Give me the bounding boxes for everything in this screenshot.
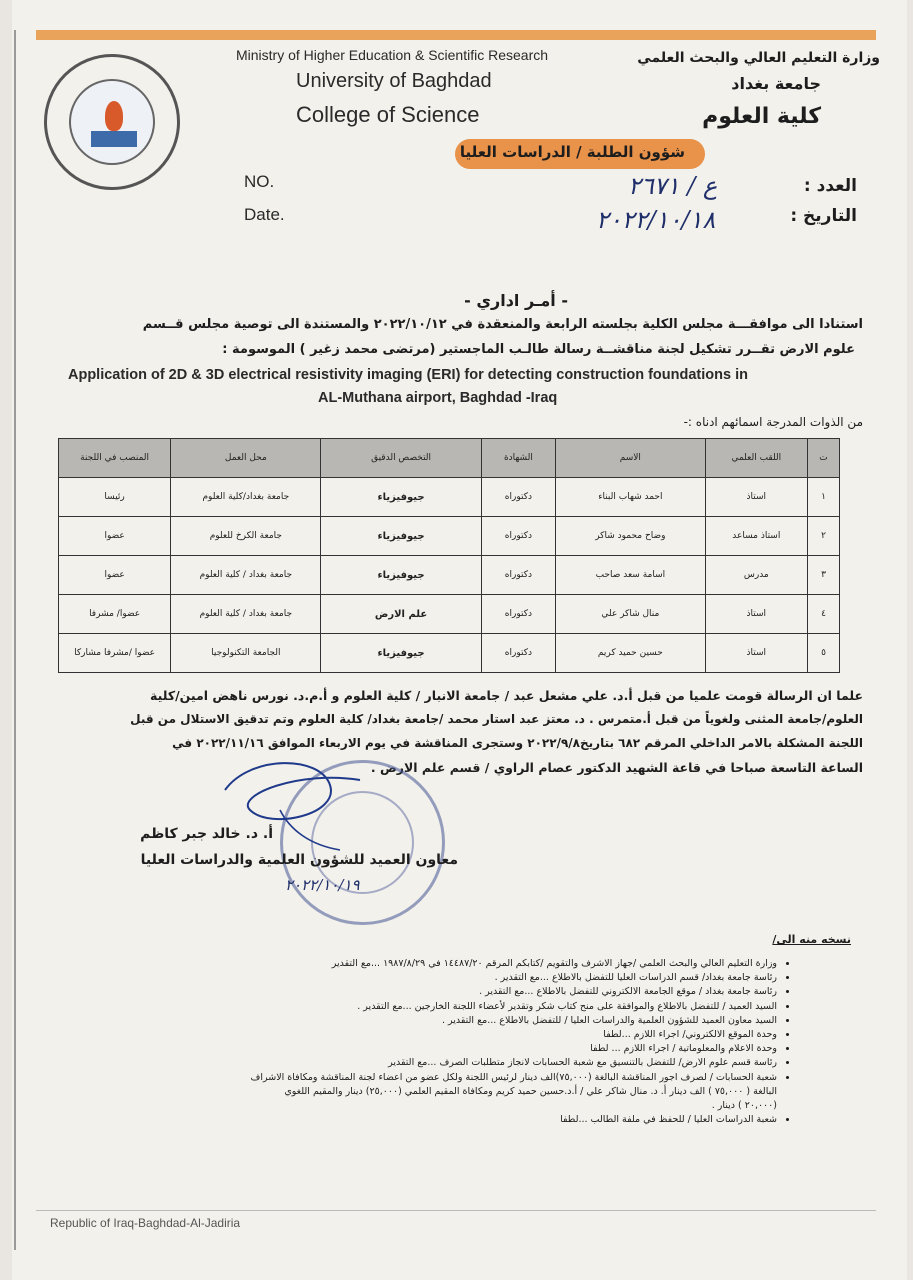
order-para-line2: علوم الارض تقــرر تشكيل لجنة مناقشــة رسالة طالـب الماجستير (مرتضى محمد زغير ) الموسومة : — [222, 342, 855, 357]
letterhead-band — [36, 30, 876, 40]
cell-workplace: جامعة بغداد / كلية العلوم — [171, 595, 321, 634]
col-header-index: ت — [808, 439, 840, 478]
cell-degree: دكتوراه — [481, 556, 556, 595]
col-header-degree: الشهادة — [481, 439, 556, 478]
flame-icon — [105, 101, 123, 131]
seal-emblem — [69, 79, 155, 165]
cell-degree: دكتوراه — [481, 634, 556, 673]
cell-rank: استاذ مساعد — [705, 517, 808, 556]
cell-name: احمد شهاب البناء — [556, 478, 705, 517]
body-line2: العلوم/جامعة المثنى ولغوياً من قبل أ.متمرس . د. معتز عبد استار محمد /جامعة بغداد/ كلية العلوم وتم تدقيق الاستلال من قبل — [130, 712, 863, 726]
list-item: • رئاسة قسم علوم الارض/ للتفضل بالتنسيق مع شعبة الحسابات لانجاز متطلبات الصرف ...مع التقدير — [87, 1056, 777, 1070]
cell-name: حسين حميد كريم — [556, 634, 705, 673]
col-header-role: المنصب في اللجنة — [59, 439, 171, 478]
university-en: University of Baghdad — [296, 70, 492, 92]
body-line4: الساعة التاسعة صباحا في قاعة الشهيد الدكتور عصام الراوي / قسم علم الارض . — [370, 760, 863, 775]
cell-rank: مدرس — [705, 556, 808, 595]
no-label: NO. — [244, 172, 275, 191]
cell-degree: دكتوراه — [481, 478, 556, 517]
list-item: • شعبة الدراسات العليا / للحفظ في ملفة الطالب ...لطفا — [87, 1113, 777, 1127]
university-seal — [44, 54, 180, 190]
ref-number: ع / ٢٦٧١ — [628, 172, 718, 200]
university-ar: جامعة بغداد — [731, 74, 821, 93]
table-row — [59, 634, 840, 673]
order-title: - أمـر اداري - — [464, 291, 568, 310]
col-header-workplace: محل العمل — [171, 439, 321, 478]
no-label-ar: العدد : — [803, 176, 857, 196]
list-item: • وحدة الموقع الالكتروني/ اجراء اللازم ...لطفا — [87, 1028, 777, 1042]
ministry-ar: وزارة التعليم العالي والبحث العلمي — [637, 50, 880, 66]
cell-index: ٥ — [808, 634, 840, 673]
cell-index: ٣ — [808, 556, 840, 595]
cell-index: ١ — [808, 478, 840, 517]
cell-rank: استاذ — [705, 595, 808, 634]
cell-workplace: الجامعة التكنولوجيا — [171, 634, 321, 673]
cell-role: عضوا /مشرفا مشاركا — [59, 634, 171, 673]
table-intro: من الذوات المدرجة اسمائهم ادناه :- — [683, 415, 863, 429]
cell-workplace: جامعة بغداد / كلية العلوم — [171, 556, 321, 595]
signatory-name: أ. د. خالد جبر كاظم — [140, 826, 273, 842]
signature-date: ٢٠٢٢/١٠/١٩ — [285, 876, 360, 894]
table-row — [59, 556, 840, 595]
list-item: البالغة ( ٧٥,٠٠٠ ) الف دينار أ. د. منال شاكر علي / أ.د.حسين حميد كريم ومكافاة المقيم العلمي (٢٥,٠٠٠) دينار والمقيم اللغوي — [284, 1085, 777, 1097]
cell-workplace: جامعة بغداد/كلية العلوم — [171, 478, 321, 517]
cell-name: اسامة سعد صاحب — [556, 556, 705, 595]
cell-role: عضوا/ مشرفا — [59, 595, 171, 634]
cell-specialty: جيوفيزياء — [321, 517, 481, 556]
list-item: • رئاسة جامعة بغداد/ قسم الدراسات العليا للتفضل بالاطلاع ...مع التقدير . — [87, 971, 777, 985]
list-item: (٢٠,٠٠٠ ) دينار . — [711, 1100, 777, 1112]
footer-address: Republic of Iraq-Baghdad-Al-Jadiria — [50, 1216, 241, 1230]
cell-role: رئيسا — [59, 478, 171, 517]
table-row — [59, 517, 840, 556]
cell-specialty: جيوفيزياء — [321, 478, 481, 517]
footer-rule — [36, 1210, 876, 1211]
cell-index: ٤ — [808, 595, 840, 634]
ref-date: ٢٠٢٢/١٠/١٨ — [596, 206, 716, 234]
ministry-en: Ministry of Higher Education & Scientific Research — [236, 47, 549, 63]
table-header-row — [59, 439, 840, 478]
department-banner — [455, 139, 705, 169]
copies-heading: نسخه منه الى/ — [772, 933, 851, 946]
cell-specialty: جيوفيزياء — [321, 556, 481, 595]
cell-rank: استاذ — [705, 634, 808, 673]
body-line1: علما ان الرسالة قومت علميا من قبل أ.د. علي مشعل عبد / جامعة الانبار / كلية العلوم و أ.م.د. نورس ناهض امين/كلية — [150, 688, 863, 703]
list-item: • وزارة التعليم العالي والبحث العلمي /جهاز الاشرف والتقويم /كتابكم المرقم ١٤٤٨٧/٢٠ في ١٩٨٧/٨/٢٩ ...مع التقدير — [87, 957, 777, 971]
table-row — [59, 595, 840, 634]
list-item: • السيد معاون العميد للشؤون العلمية والدراسات العليا / للتفضل بالاطلاع ...مع التقدير . — [87, 1014, 777, 1028]
cell-degree: دكتوراه — [481, 517, 556, 556]
thesis-title-line2: AL-Muthana airport, Baghdad -Iraq — [318, 390, 558, 406]
thesis-title-line1: Application of 2D & 3D electrical resistivity imaging (ERI) for detecting construction foundations in — [68, 367, 748, 383]
cell-role: عضوا — [59, 517, 171, 556]
date-label: Date. — [244, 205, 285, 224]
table-row — [59, 478, 840, 517]
signature-scribble — [210, 750, 380, 860]
list-item: • السيد العميد / للتفضل بالاطلاع والموافقة على منح كتاب شكر وتقدير لأعضاء اللجنة الخارجين ...مع التقدير . — [87, 1000, 777, 1014]
list-item: • رئاسة جامعة بغداد / موقع الجامعة الالكتروني للتفضل بالاطلاع ...مع التقدير . — [87, 985, 777, 999]
list-item: • شعبة الحسابات / لصرف اجور المناقشة البالغة (٧٥,٠٠٠)الف دينار لرئيس اللجنة ولكل عضو من اعضاء لجنة المناقشة ومكافاة الاشراف — [87, 1071, 777, 1085]
copies-list — [87, 957, 793, 1127]
cell-workplace: جامعة الكرخ للعلوم — [171, 517, 321, 556]
body-line3: اللجنة المشكلة بالامر الداخلي المرقم ٦٨٢ بتاريخ٢٠٢٢/٩/٨ وستجرى المناقشة في يوم الاربعاء الموافق ٢٠٢٢/١١/١٦ في — [172, 736, 863, 750]
signatory-title: معاون العميد للشؤون العلمية والدراسات العليا — [140, 852, 458, 868]
cell-rank: استاذ — [705, 478, 808, 517]
cell-role: عضوا — [59, 556, 171, 595]
col-header-name: الاسم — [556, 439, 705, 478]
book-icon — [91, 131, 137, 147]
cell-name: منال شاكر علي — [556, 595, 705, 634]
college-en: College of Science — [296, 102, 480, 127]
cell-specialty: جيوفيزياء — [321, 634, 481, 673]
date-label-ar: التاريخ : — [790, 206, 857, 226]
col-header-rank: اللقب العلمي — [705, 439, 808, 478]
cell-name: وضاح محمود شاكر — [556, 517, 705, 556]
college-ar: كلية العلوم — [702, 104, 821, 129]
cell-degree: دكتوراه — [481, 595, 556, 634]
department-label: شؤون الطلبة / الدراسات العليا — [459, 143, 685, 161]
col-header-specialty: التخصص الدقيق — [321, 439, 481, 478]
cell-index: ٢ — [808, 517, 840, 556]
order-para-line1: استنادا الى موافقـــة مجلس الكلية بجلسته الرابعة والمنعقدة في ٢٠٢٢/١٠/١٢ والمستندة الى توصية مجلس قــسم — [142, 317, 863, 332]
cell-specialty: علم الارض — [321, 595, 481, 634]
margin-rule — [14, 30, 16, 1250]
committee-table — [58, 438, 840, 673]
list-item: • وحدة الاعلام والمعلوماتية / اجراء اللازم ... لطفا — [87, 1042, 777, 1056]
